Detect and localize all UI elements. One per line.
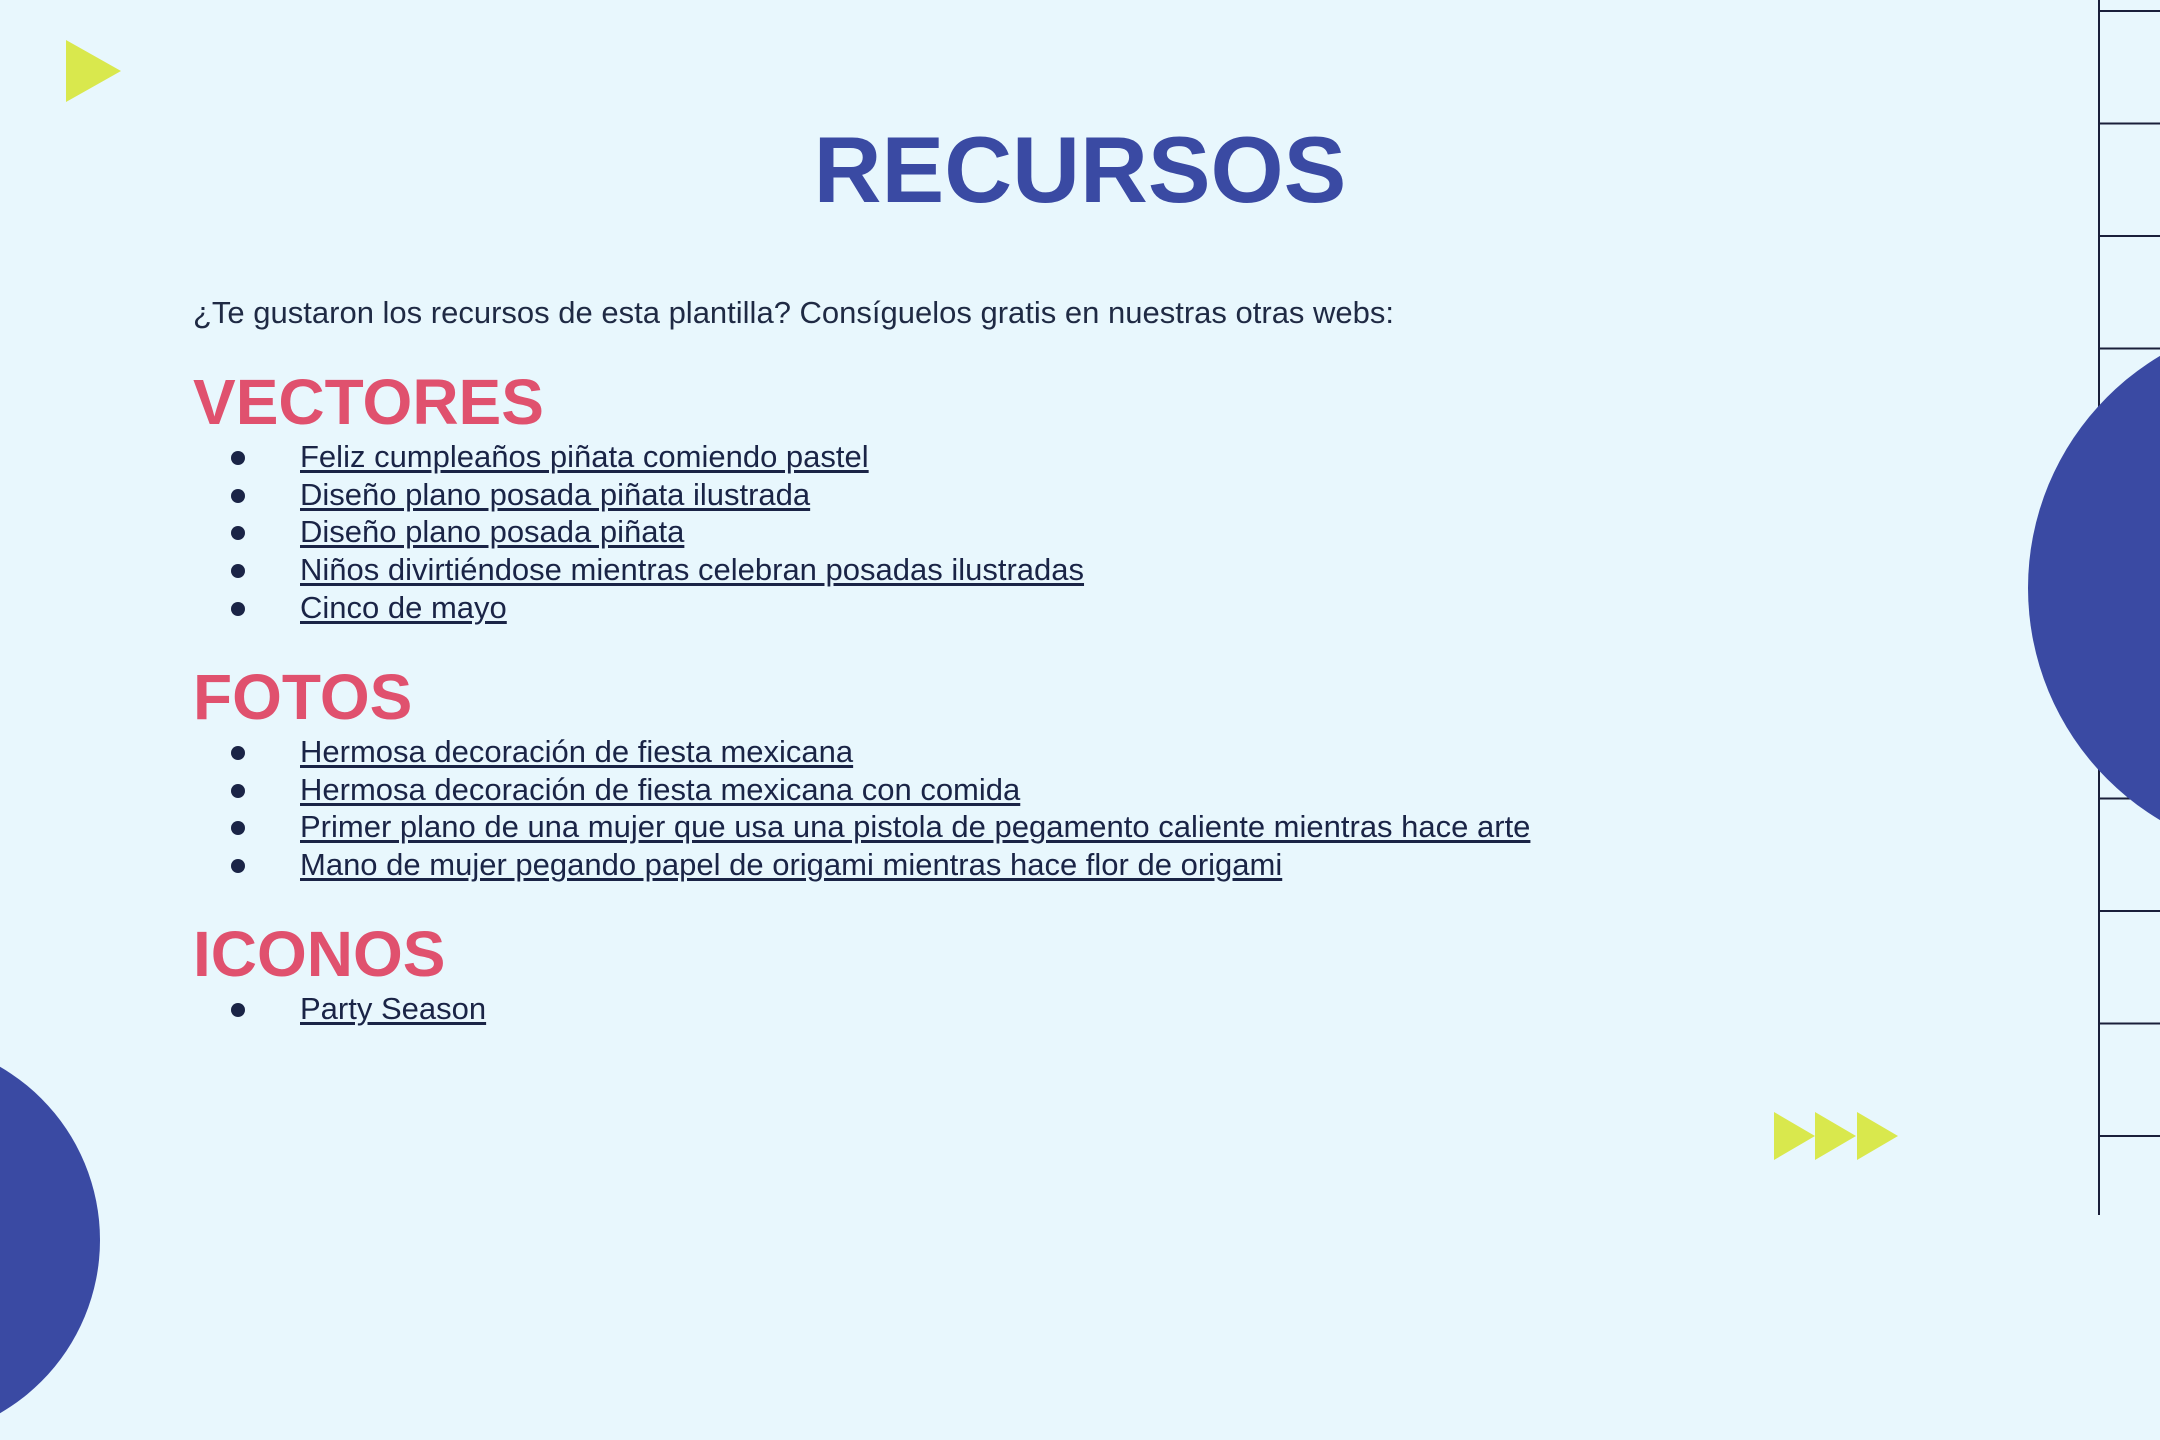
list-item: [193, 438, 1084, 476]
list-item: [193, 476, 1084, 514]
resource-link[interactable]: Niños divirtiéndose mientras celebran posadas ilustradas: [300, 552, 1085, 588]
resource-list-iconos: [193, 990, 486, 1028]
resource-link[interactable]: Diseño plano posada piñata: [300, 514, 685, 550]
bullet-icon: [231, 746, 245, 760]
bullet-icon: [231, 564, 245, 578]
bullet-icon: [231, 526, 245, 540]
circle-decoration: [0, 1040, 100, 1440]
section-heading-fotos: FOTOS: [193, 661, 413, 733]
list-item: [193, 771, 1530, 809]
play-triangle-icon: [66, 40, 121, 102]
bullet-icon: [231, 1003, 245, 1017]
play-triangle-icon: [1815, 1112, 1856, 1160]
bullet-icon: [231, 859, 245, 873]
bullet-icon: [231, 451, 245, 465]
bullet-icon: [231, 489, 245, 503]
bullet-icon: [231, 602, 245, 616]
resource-link[interactable]: Feliz cumpleaños piñata comiendo pastel: [300, 439, 869, 474]
resource-list-vectores: [193, 438, 1084, 626]
resource-list-fotos: [193, 733, 1530, 884]
play-triangle-icon: [1857, 1112, 1898, 1160]
resource-link[interactable]: Cinco de mayo: [300, 589, 507, 625]
list-item: [193, 846, 1530, 884]
resource-link[interactable]: Diseño plano posada piñata ilustrada: [300, 476, 811, 512]
resource-link[interactable]: Mano de mujer pegando papel de origami mientras hace flor de origami: [300, 847, 1283, 883]
list-item: [193, 990, 486, 1028]
list-item: [193, 513, 1084, 551]
bullet-icon: [231, 784, 245, 798]
resource-link[interactable]: Party Season: [300, 991, 487, 1026]
list-item: [193, 808, 1530, 846]
list-item: [193, 733, 1530, 771]
bullet-icon: [231, 821, 245, 835]
play-triangle-icon: [1774, 1112, 1815, 1160]
resource-link[interactable]: Primer plano de una mujer que usa una pistola de pegamento caliente mientras hace arte: [300, 809, 1531, 845]
section-heading-vectores: VECTORES: [193, 366, 544, 438]
list-item: [193, 551, 1084, 589]
resource-link[interactable]: Hermosa decoración de fiesta mexicana con comida: [300, 771, 1021, 807]
list-item: [193, 589, 1084, 627]
section-heading-iconos: ICONOS: [193, 918, 446, 990]
intro-text: ¿Te gustaron los recursos de esta plantilla? Consíguelos gratis en nuestras otras webs:: [193, 295, 1395, 330]
circle-decoration: [2028, 318, 2160, 858]
page-title: RECURSOS: [813, 117, 1347, 222]
resource-link[interactable]: Hermosa decoración de fiesta mexicana: [300, 734, 854, 769]
